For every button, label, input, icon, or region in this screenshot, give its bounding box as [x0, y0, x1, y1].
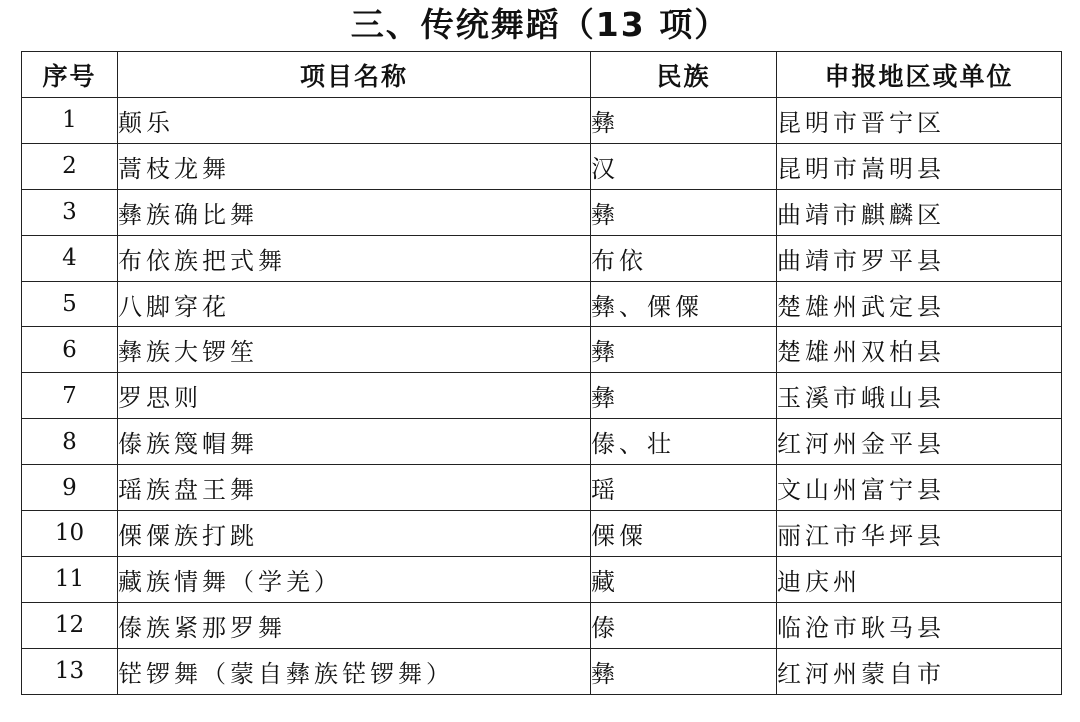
- cell-ethnicity: 藏: [591, 556, 777, 602]
- table-row: [22, 419, 1062, 465]
- cell-region: 丽江市华坪县: [777, 511, 1062, 557]
- cell-ethnicity: 彝: [591, 373, 777, 419]
- cell-no: 5: [22, 281, 118, 327]
- cell-ethnicity: 彝: [591, 327, 777, 373]
- cell-no: 9: [22, 465, 118, 511]
- cell-no: 13: [22, 648, 118, 694]
- table-row: [22, 98, 1062, 144]
- cell-region: 红河州蒙自市: [777, 648, 1062, 694]
- cell-name: 颠乐: [118, 98, 591, 144]
- cell-ethnicity: 彝、傈僳: [591, 281, 777, 327]
- cell-region: 曲靖市麒麟区: [777, 189, 1062, 235]
- table-row: [22, 648, 1062, 694]
- cell-region: 昆明市嵩明县: [777, 143, 1062, 189]
- cell-name: 彝族大锣笙: [118, 327, 591, 373]
- cell-ethnicity: 彝: [591, 648, 777, 694]
- cell-region: 曲靖市罗平县: [777, 235, 1062, 281]
- cell-no: 10: [22, 511, 118, 557]
- cell-no: 11: [22, 556, 118, 602]
- cell-region: 楚雄州武定县: [777, 281, 1062, 327]
- cell-ethnicity: 傣: [591, 602, 777, 648]
- cell-region: 玉溪市峨山县: [777, 373, 1062, 419]
- table-row: [22, 143, 1062, 189]
- cell-name: 傣族篾帽舞: [118, 419, 591, 465]
- table-row: [22, 602, 1062, 648]
- cell-no: 7: [22, 373, 118, 419]
- cell-name: 藏族情舞（学羌）: [118, 556, 591, 602]
- cell-name: 八脚穿花: [118, 281, 591, 327]
- cell-name: 彝族确比舞: [118, 189, 591, 235]
- table-row: [22, 556, 1062, 602]
- cell-ethnicity: 傣、壮: [591, 419, 777, 465]
- cell-no: 8: [22, 419, 118, 465]
- cell-ethnicity: 彝: [591, 189, 777, 235]
- cell-name: 罗思则: [118, 373, 591, 419]
- column-header-region: 申报地区或单位: [777, 52, 1062, 98]
- cell-name: 布依族把式舞: [118, 235, 591, 281]
- cell-no: 1: [22, 98, 118, 144]
- table-row: [22, 373, 1062, 419]
- cell-region: 文山州富宁县: [777, 465, 1062, 511]
- column-header-name: 项目名称: [118, 52, 591, 98]
- cell-no: 2: [22, 143, 118, 189]
- table-row: [22, 189, 1062, 235]
- column-header-ethnicity: 民族: [591, 52, 777, 98]
- cell-name: 蒿枝龙舞: [118, 143, 591, 189]
- cell-ethnicity: 瑶: [591, 465, 777, 511]
- cell-name: 瑶族盘王舞: [118, 465, 591, 511]
- dance-project-table: [21, 51, 1062, 695]
- cell-region: 昆明市晋宁区: [777, 98, 1062, 144]
- cell-no: 4: [22, 235, 118, 281]
- cell-no: 3: [22, 189, 118, 235]
- cell-ethnicity: 傈僳: [591, 511, 777, 557]
- table-row: [22, 281, 1062, 327]
- cell-no: 12: [22, 602, 118, 648]
- cell-region: 红河州金平县: [777, 419, 1062, 465]
- cell-region: 临沧市耿马县: [777, 602, 1062, 648]
- cell-ethnicity: 汉: [591, 143, 777, 189]
- cell-name: 傈僳族打跳: [118, 511, 591, 557]
- table-header-row: [22, 52, 1062, 98]
- table-row: [22, 465, 1062, 511]
- cell-region: 迪庆州: [777, 556, 1062, 602]
- cell-region: 楚雄州双柏县: [777, 327, 1062, 373]
- table-row: [22, 511, 1062, 557]
- cell-no: 6: [22, 327, 118, 373]
- table-row: [22, 235, 1062, 281]
- cell-name: 傣族紧那罗舞: [118, 602, 591, 648]
- document-title: 三、传统舞蹈（13 项）: [350, 5, 730, 44]
- table-row: [22, 327, 1062, 373]
- cell-ethnicity: 彝: [591, 98, 777, 144]
- cell-ethnicity: 布依: [591, 235, 777, 281]
- column-header-no: 序号: [22, 52, 118, 98]
- cell-name: 铓锣舞（蒙自彝族铓锣舞）: [118, 648, 591, 694]
